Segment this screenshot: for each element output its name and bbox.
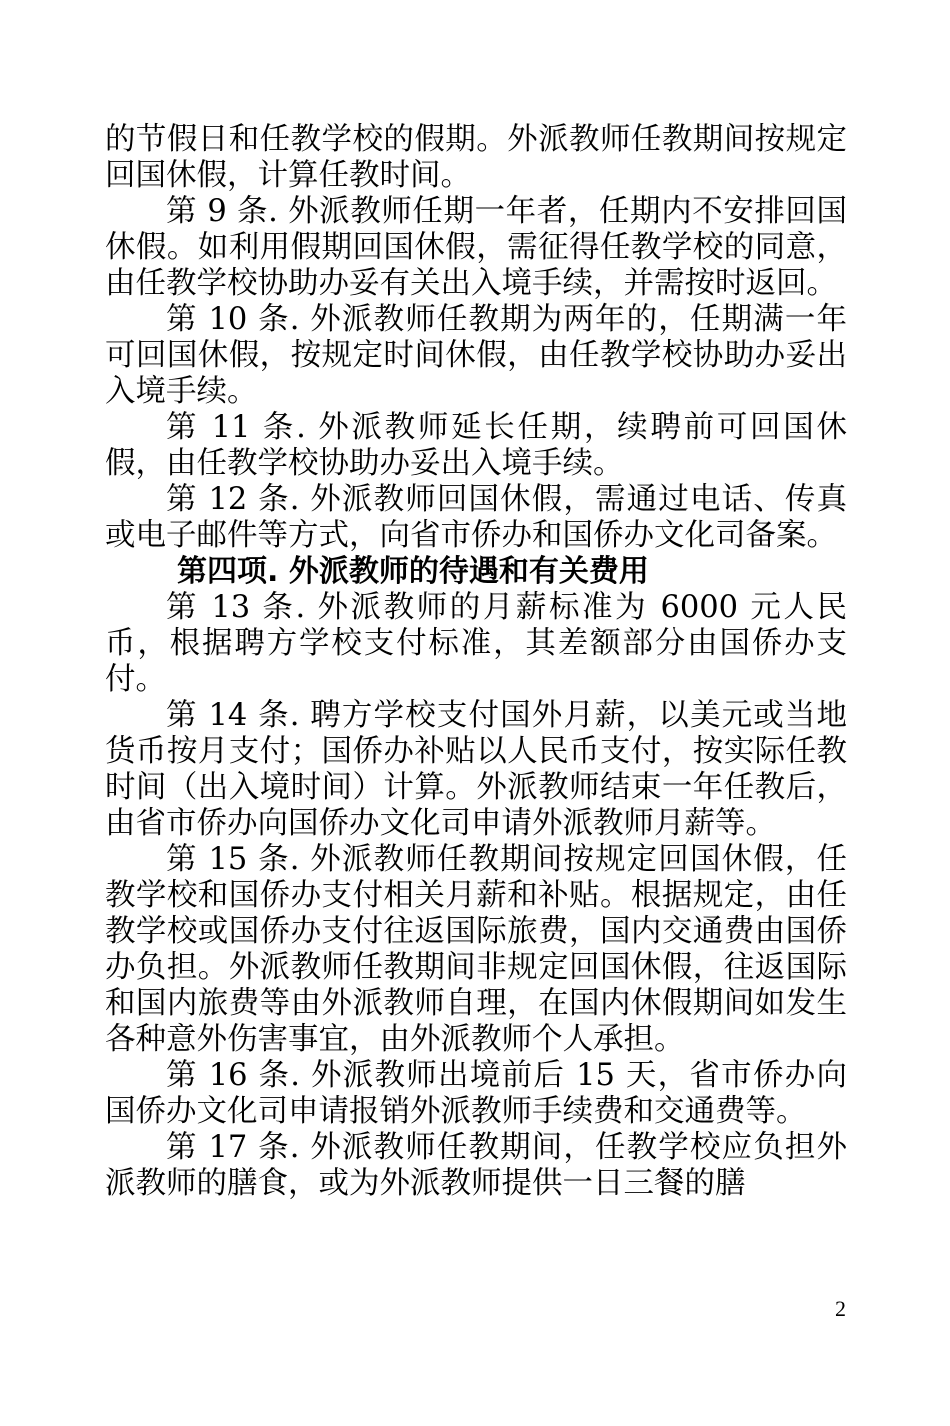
article-paragraph: 第 15 条. 外派教师任教期间按规定回国休假，任教学校和国侨办支付相关月薪和补贴。根据规定，由任教学校或国侨办支付往返国际旅费，国内交通费由国侨办负担。外派教师任教期间非规定回国休假，往返国际和国内旅费等由外派教师自理，在国内休假期间如发生各种意外伤害事宜，由外派教师个人承担。 bbox=[105, 842, 847, 1057]
article-paragraph: 的节假日和任教学校的假期。外派教师任教期间按规定回国休假，计算任教时间。 bbox=[105, 122, 847, 193]
article-paragraph: 第 14 条. 聘方学校支付国外月薪，以美元或当地货币按月支付；国侨办补贴以人民币支付，按实际任教时间（出入境时间）计算。外派教师结束一年任教后，由省市侨办向国侨办文化司申请外派教师月薪等。 bbox=[105, 698, 847, 841]
article-paragraph: 第 12 条. 外派教师回国休假，需通过电话、传真或电子邮件等方式，向省市侨办和国侨办文化司备案。 bbox=[105, 482, 847, 553]
article-paragraph: 第 11 条. 外派教师延长任期，续聘前可回国休假，由任教学校协助办妥出入境手续。 bbox=[105, 410, 847, 481]
section-heading: 第四项. 外派教师的待遇和有关费用 bbox=[177, 554, 649, 589]
article-paragraph: 第 9 条. 外派教师任期一年者，任期内不安排回国休假。如利用假期回国休假，需征得任教学校的同意，由任教学校协助办妥有关出入境手续，并需按时返回。 bbox=[105, 194, 847, 301]
page-number: 2 bbox=[835, 1296, 846, 1321]
article-paragraph: 第 13 条. 外派教师的月薪标准为 6000 元人民币，根据聘方学校支付标准，其差额部分由国侨办支付。 bbox=[105, 590, 847, 697]
article-paragraph: 第 17 条. 外派教师任教期间，任教学校应负担外派教师的膳食，或为外派教师提供一日三餐的膳 bbox=[105, 1130, 847, 1201]
article-paragraph: 第 10 条. 外派教师任教期为两年的，任期满一年可回国休假，按规定时间休假，由任教学校协助办妥出入境手续。 bbox=[105, 302, 847, 409]
article-paragraph: 第 16 条. 外派教师出境前后 15 天，省市侨办向国侨办文化司申请报销外派教师手续费和交通费等。 bbox=[105, 1058, 847, 1129]
document-body bbox=[105, 122, 847, 1202]
